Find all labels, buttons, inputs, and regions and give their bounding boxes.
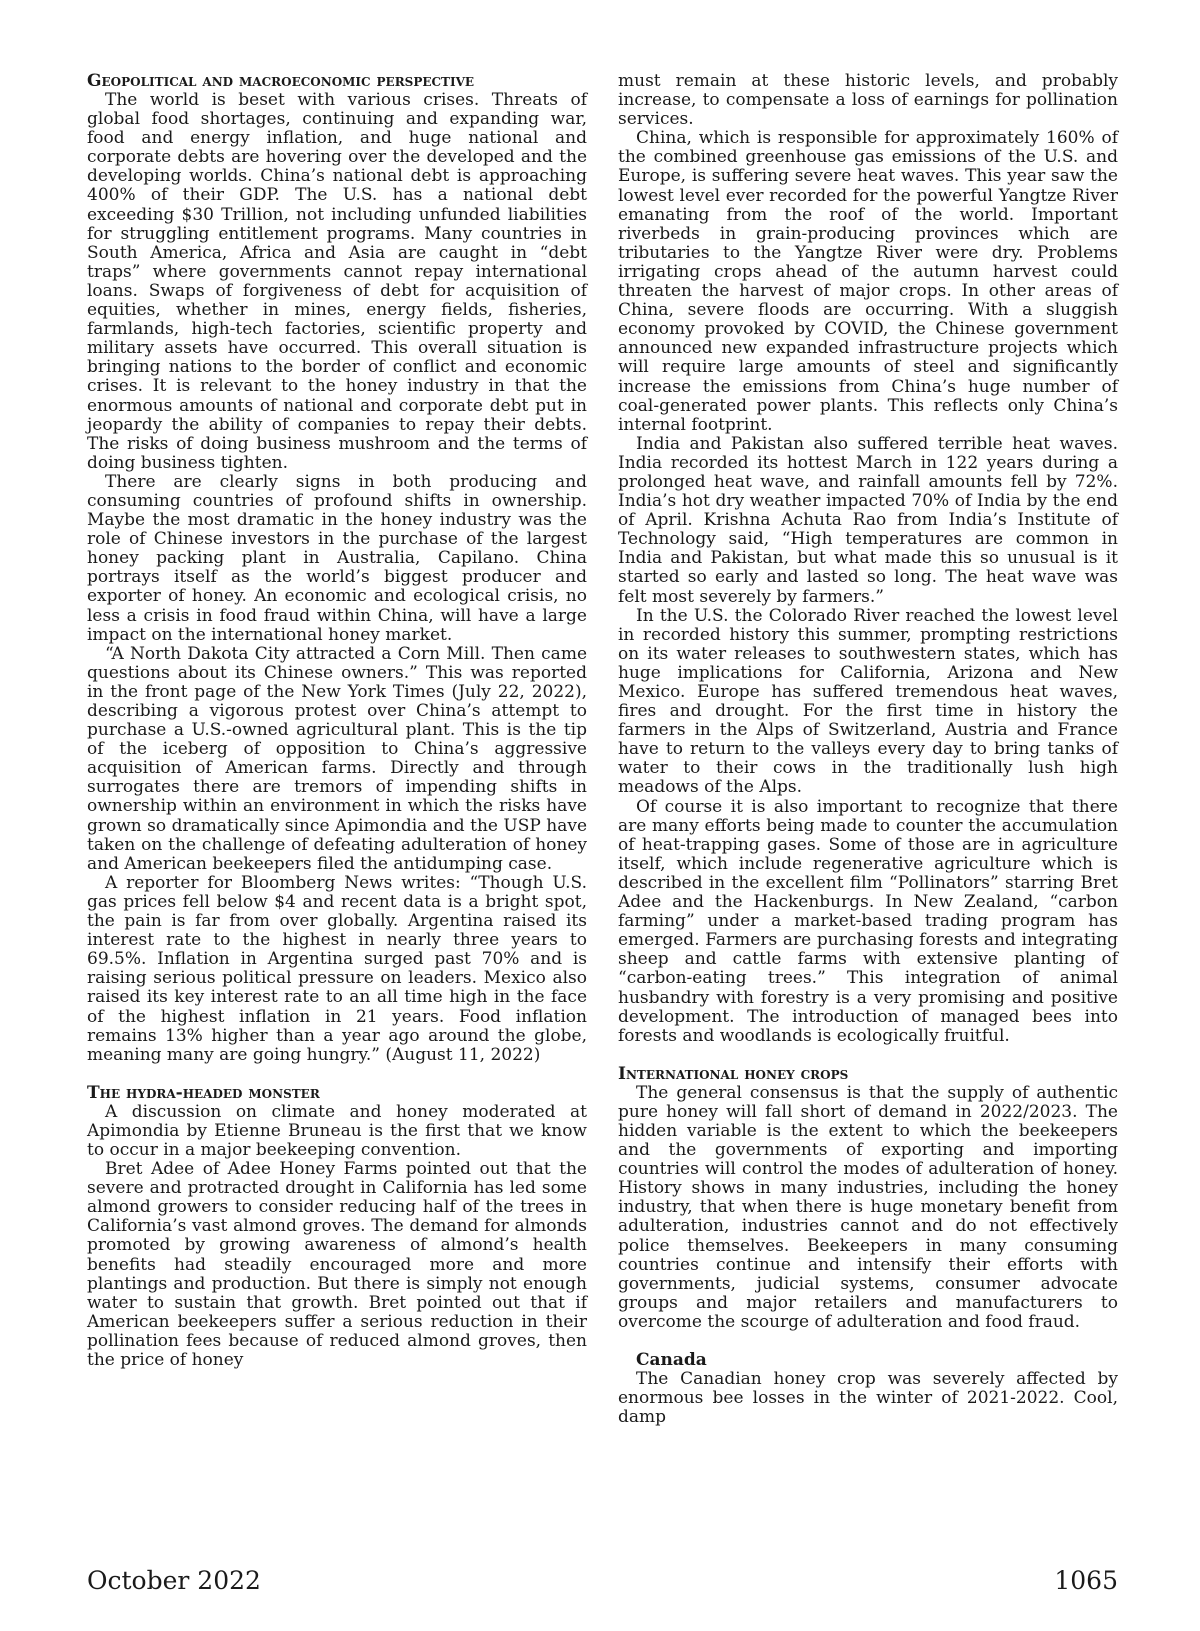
paragraph: In the U.S. the Colorado River reached the lowest level in recorded history this summer, prompting restrictions on its water releases to southwestern states, which has huge implications for California, Arizona and New Mexico. Europe has suffered tremendous heat waves, fires and drought. For the first time in history the farmers in the Alps of Switzerland, Austria and France have to return to the valleys every day to bring tanks of water to their cows in the traditionally lush high meadows of the Alps. xyxy=(618,605,1118,798)
section-heading-geopolitical: Geopolitical and macroeconomic perspective xyxy=(87,71,475,91)
paragraph: A discussion on climate and honey moderated at Apimondia by Etienne Bruneau is the first that we know to occur in a major beekeeping convention. xyxy=(87,1101,587,1160)
right-column xyxy=(618,72,1118,1427)
subheading-canada: Canada xyxy=(636,1350,707,1370)
section-heading-international: International honey crops xyxy=(618,1063,849,1084)
issue-date: October 2022 xyxy=(87,1566,261,1595)
paragraph: “A North Dakota City attracted a Corn Mill. Then came questions about its Chinese owners.” This was reported in the front page of the New York Times (July 22, 2022), describing a vigorous protest over China’s attempt to purchase a U.S.-owned agricultural plant. This is the tip of the iceberg of opposition to China’s aggressive acquisition of American farms. Directly and through surrogates there are tremors of impending shifts in ownership within an environment in which the risks have grown so dramatically since Apimondia and the USP have taken on the challenge of defeating adulteration of honey and American beekeepers filed the antidumping case. xyxy=(87,643,587,874)
section-heading-hydra: The hydra-headed monster xyxy=(87,1082,320,1103)
paragraph: Of course it is also important to recognize that there are many efforts being made to counter the accumulation of heat-trapping gases. Some of those are in agriculture itself, which include regenerative agriculture which is described in the excellent film “Pollinators” starring Bret Adee and the Hackenburgs. In New Zealand, “carbon farming” under a market-based trading program has emerged. Farmers are purchasing forests and integrating sheep and cattle farms with extensive planting of “carbon-eating trees.” This integration of animal husbandry with forestry is a very promising and positive development. The introduction of managed bees into forests and woodlands is ecologically fruitful. xyxy=(618,796,1118,1046)
paragraph: China, which is responsible for approximately 160% of the combined greenhouse gas emissions of the U.S. and Europe, is suffering severe heat waves. This year saw the lowest level ever recorded for the powerful Yangtze River emanating from the roof of the world. Important riverbeds in grain-producing provinces which are tributaries to the Yangtze River were dry. Problems irrigating crops ahead of the autumn harvest could threaten the harvest of major crops. In other areas of China, severe floods are occurring. With a sluggish economy provoked by COVID, the Chinese government announced new expanded infrastructure projects which will require large amounts of steel and significantly increase the emissions from China’s huge number of coal-generated power plants. This reflects only China’s internal footprint. xyxy=(618,128,1118,435)
paragraph: There are clearly signs in both producing and consuming countries of profound shifts in ownership. Maybe the most dramatic in the honey industry was the role of Chinese investors in the purchase of the largest honey packing plant in Australia, Capilano. China portrays itself as the world’s biggest producer and exporter of honey. An economic and ecological crisis, no less a crisis in food fraud within China, will have a large impact on the international honey market. xyxy=(87,471,587,645)
paragraph: A reporter for Bloomberg News writes: “Though U.S. gas prices fell below $4 and recent data is a bright spot, the pain is far from over globally. Argentina raised its interest rate to the highest in nearly three years to 69.5%. Inflation in Argentina surged past 70% and is raising serious political pressure on leaders. Mexico also raised its key interest rate to an all time high in the face of the highest inflation in 21 years. Food inflation remains 13% higher than a year ago around the globe, meaning many are going hungry.” (August 11, 2022) xyxy=(87,872,587,1065)
left-column xyxy=(87,72,587,1370)
page-number: 1065 xyxy=(1054,1566,1118,1595)
paragraph: The general consensus is that the supply of authentic pure honey will fall short of demand in 2022/2023. The hidden variable is the extent to which the beekeepers and the governments of exporting and importing countries will control the modes of adulteration of honey. History shows in many industries, including the honey industry, that when there is huge monetary benefit from adulteration, industries cannot and do not effectively police themselves. Beekeepers in many consuming countries continue and intensify their efforts with governments, judicial systems, consumer advocate groups and major retailers and manufacturers to overcome the scourge of adulteration and food fraud. xyxy=(618,1082,1118,1332)
paragraph: Bret Adee of Adee Honey Farms pointed out that the severe and protracted drought in California has led some almond growers to consider reducing half of the trees in California’s vast almond groves. The demand for almonds promoted by growing awareness of almond’s health benefits had steadily encouraged more and more plantings and production. But there is simply not enough water to sustain that growth. Bret pointed out that if American beekeepers suffer a serious reduction in their pollination fees because of reduced almond groves, then the price of honey xyxy=(87,1159,587,1370)
paragraph: The world is beset with various crises. Threats of global food shortages, continuing and expanding war, food and energy inflation, and huge national and corporate debts are hovering over the developed and the developing worlds. China’s national debt is approaching 400% of their GDP. The U.S. has a national debt exceeding $30 Trillion, not including unfunded liabilities for struggling entitlement programs. Many countries in South America, Africa and Asia are caught in “debt traps” where governments cannot repay international loans. Swaps of forgiveness of debt for acquisition of equities, whether in mines, energy fields, fisheries, farmlands, high-tech factories, scientific property and military assets have occurred. This overall situation is bringing nations to the border of conflict and economic crises. It is relevant to the honey industry in that the enormous amounts of national and corporate debt put in jeopardy the ability of companies to repay their debts. The risks of doing business mushroom and the terms of doing business tighten. xyxy=(87,90,587,473)
paragraph-continued: must remain at these historic levels, and probably increase, to compensate a loss of earnings for pollination services. xyxy=(618,71,1118,130)
paragraph: The Canadian honey crop was severely affected by enormous bee losses in the winter of 2021-2022. Cool, damp xyxy=(618,1369,1118,1428)
paragraph: India and Pakistan also suffered terrible heat waves. India recorded its hottest March in 122 years during a prolonged heat wave, and rainfall amounts fell by 72%. India’s hot dry weather impacted 70% of India by the end of April. Krishna Achuta Rao from India’s Institute of Technology said, “High temperatures are common in India and Pakistan, but what made this so unusual is it started so early and lasted so long. The heat wave was felt most severely by farmers.” xyxy=(618,433,1118,607)
